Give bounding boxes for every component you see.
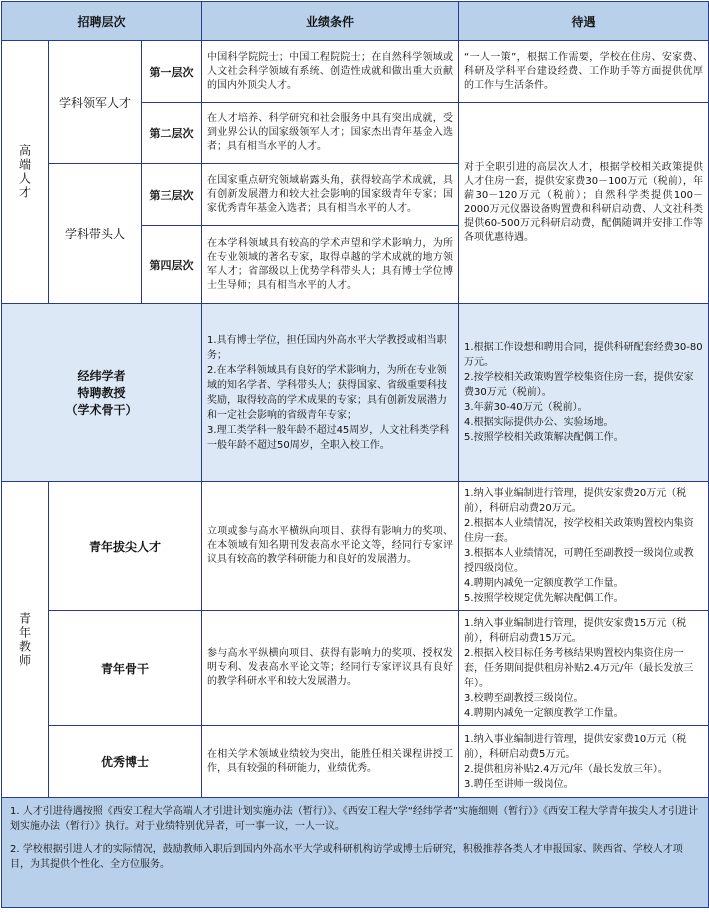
young-category xyxy=(2,482,49,798)
level1-performance: 中国科学院院士；中国工程院院士；在自然科学领域或人文社会科学领域有系统、创造性成就和做出重大贡献的国内外顶尖人才。 xyxy=(202,41,459,103)
list-item: 3.聘任至讲师一级岗位。 xyxy=(464,778,574,790)
notes-row xyxy=(2,798,709,908)
list-item: 3.根据本人业绩情况，可聘任至副教授一级岗位或教授四级岗位。 xyxy=(464,548,694,574)
list-item: 2.按学校相关政策购置学校集资住房一套，提供安家费30万元（税前）。 xyxy=(464,372,694,398)
shared-treatment: 对于全职引进的高层次人才，根据学校相关政策提供人才住房一套，提供安家费30－100万元（税前），年薪30－120万元（税前）；自然科学类提供100－2000万元仪器设备购置费和科研启动费、人文社科类提供60-500万元科研启动费，配偶随调并安排工作等各项优惠待遇。 xyxy=(459,103,709,304)
high-end-category xyxy=(2,41,49,304)
level4-performance: 在本学科领域具有较高的学术声望和学术影响力，为所在专业领域的著名专家，取得卓越的学术成就的地方领军人才；省部级以上优势学科带头人；具有博士学位博士生导师；具有相当水平的人才。 xyxy=(202,226,459,304)
scholar-label-3: （学术骨干） xyxy=(65,403,138,417)
list-item: 4.根据实际提供办公、实验场地。 xyxy=(464,417,614,428)
top-talent-treatment xyxy=(459,482,709,611)
list-item: 3.年薪30-40万元（税前）。 xyxy=(464,402,588,413)
high-end-label: 高端人才 xyxy=(17,144,32,200)
backbone-label: 青年骨干 xyxy=(49,611,202,726)
note-1: 1. 人才引进待遇按照《西安工程大学高端人才引进计划实施办法（暂行）》、《西安工程大学“经纬学者”实施细则（暂行）》《西安工程大学青年拔尖人才引进计划实施办法（暂行）》执行。对于业绩特别优异者，可一事一议，一人一议。 xyxy=(10,806,699,832)
list-item: 1.纳入事业编制进行管理，提供安家费15万元（税前），科研启动费15万元。 xyxy=(464,617,687,644)
list-item: 1.根据工作设想和聘用合同，提供科研配套经费30-80万元。 xyxy=(464,342,703,368)
list-item: 5.按照学校规定优先解决配偶工作。 xyxy=(464,593,624,604)
scholar-category xyxy=(2,304,202,482)
list-item: 3.校聘至副教授三级岗位。 xyxy=(464,692,584,704)
header-level: 招聘层次 xyxy=(2,2,202,41)
head-label: 学科带头人 xyxy=(49,164,142,304)
list-item: 1.纳入事业编制进行管理，提供安家费20万元（税前），科研启动费20万元。 xyxy=(464,488,687,514)
list-item: 1.纳入事业编制进行管理，提供安家费10万元（税前），科研启动费5万元。 xyxy=(464,733,687,760)
table-row xyxy=(2,304,709,482)
doctor-label: 优秀博士 xyxy=(49,726,202,798)
header-treatment: 待遇 xyxy=(459,2,709,41)
list-item: 3.理工类学科一般年龄不超过45周岁，人文社科类学科一般年龄不超过50周岁，全职入校工作。 xyxy=(207,424,450,451)
list-item: 5.按照学校相关政策解决配偶工作。 xyxy=(464,432,624,443)
list-item: 4.聘期内减免一定额度教学工作量。 xyxy=(464,707,624,719)
recruitment-table-page xyxy=(1,1,708,912)
list-item: 1.具有博士学位，担任国内外高水平大学教授或相当职务； xyxy=(207,334,447,361)
level3-performance: 在国家重点研究领域崭露头角，获得较高学术成就，具有创新发展潜力和较大社会影响的国家级青年专家；国家优秀青年基金入选者；具有相当水平的人才。 xyxy=(202,164,459,226)
recruitment-table xyxy=(1,1,709,908)
level2-label: 第二层次 xyxy=(142,103,202,164)
table-row xyxy=(2,41,709,103)
scholar-label-1: 经纬学者 xyxy=(77,369,126,383)
top-talent-performance: 立项或参与高水平横纵向项目、获得有影响力的奖项、在本领域有知名期刊发表高水平论文等，经同行专家评议具有较高的教学科研能力和良好的发展潜力。 xyxy=(202,482,459,611)
top-talent-label: 青年拔尖人才 xyxy=(49,482,202,611)
doctor-performance: 在相关学术领域业绩较为突出，能胜任相关课程讲授工作，具有较强的科研能力，业绩优秀。 xyxy=(202,726,459,798)
level2-performance: 在人才培养、科学研究和社会服务中具有突出成就，受到业界公认的国家级领军人才；国家杰出青年基金入选者；具有相当水平的人才。 xyxy=(202,103,459,164)
notes xyxy=(2,798,709,908)
note-2: 2. 学校根据引进人才的实际情况，鼓励教师入职后到国内外高水平大学或科研机构访学或博士后研究，积极推荐各类人才申报国家、陕西省、学校人才项目，为其提供个性化、全方位服务。 xyxy=(10,844,683,870)
scholar-treatment xyxy=(459,304,709,482)
list-item: 4.聘期内减免一定额度教学工作量。 xyxy=(464,578,624,589)
list-item: 2.根据本人业绩情况，按学校相关政策购置校内集资住房一套。 xyxy=(464,518,694,544)
doctor-treatment xyxy=(459,726,709,798)
table-row xyxy=(2,611,709,726)
list-item: 2.根据入校目标任务考核结果购置校内集资住房一套，任务期间提供租房补贴2.4万元/年（最长发放三年）。 xyxy=(464,647,694,689)
level1-treatment: “一人一策”，根据工作需要，学校在住房、安家费、科研及学科平台建设经费、工作助手等方面提供优厚的工作与生活条件。 xyxy=(459,41,709,103)
backbone-performance: 参与高水平纵横向项目、获得有影响力的奖项、授权发明专利、发表高水平论文等；经同行专家评议具有良好的教学科研水平和较大发展潜力。 xyxy=(202,611,459,726)
list-item: 2.提供租房补贴2.4万元/年（最长发放三年）。 xyxy=(464,763,668,775)
scholar-label-2: 特聘教授 xyxy=(77,386,126,400)
header-row xyxy=(2,2,709,41)
level3-label: 第三层次 xyxy=(142,164,202,226)
table-row xyxy=(2,726,709,798)
level4-label: 第四层次 xyxy=(142,226,202,304)
scholar-performance xyxy=(202,304,459,482)
table-row xyxy=(2,482,709,611)
young-label: 青年教师 xyxy=(17,611,32,668)
level1-label: 第一层次 xyxy=(142,41,202,103)
header-performance: 业绩条件 xyxy=(202,2,459,41)
backbone-treatment xyxy=(459,611,709,726)
list-item: 2.在本学科领域具有良好的学术影响力，为所在专业领域的知名学者、学科带头人；获得国家、省级重要科技奖励，取得较高的学术成果的专家；具有创新发展潜力和一定社会影响的省级青年专家； xyxy=(207,364,448,421)
leader-label: 学科领军人才 xyxy=(49,41,142,164)
